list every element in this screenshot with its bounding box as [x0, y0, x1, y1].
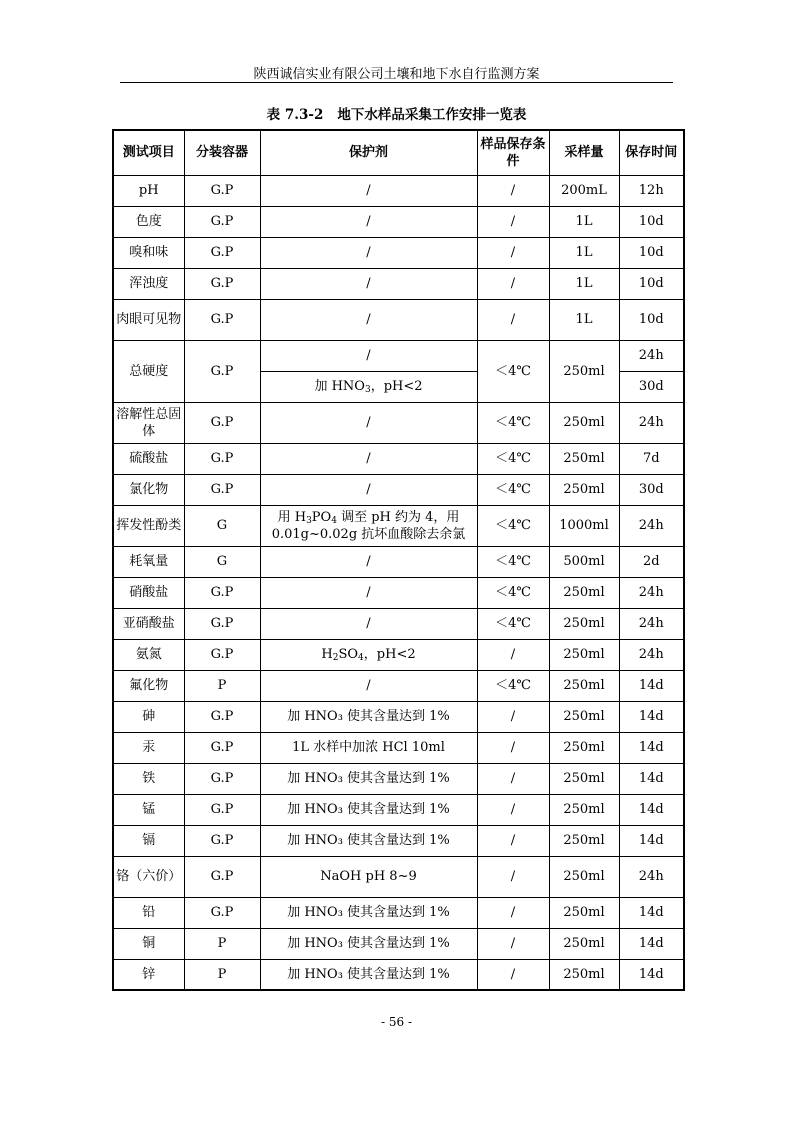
cell-condition: / [477, 639, 549, 670]
preservative-text: PO [311, 509, 332, 525]
cell-time: 24h [619, 639, 684, 670]
preservative-text: ，pH<2 [363, 647, 416, 662]
col-header-container: 分装容器 [184, 130, 260, 175]
table-row [113, 928, 684, 959]
cell-condition: ＜4℃ [477, 608, 549, 639]
cell-time: 30d [619, 474, 684, 505]
cell-condition: ＜4℃ [477, 402, 549, 443]
table-row [113, 639, 684, 670]
cell-volume: 250ml [549, 608, 619, 639]
preservative-text: 调至 pH 约为 4，用 [336, 509, 460, 525]
cell-container: G.P [184, 577, 260, 608]
table-row [113, 546, 684, 577]
cell-container: G [184, 546, 260, 577]
cell-volume: 250ml [549, 897, 619, 928]
table-caption [0, 103, 793, 123]
table-row [113, 794, 684, 825]
cell-container: P [184, 959, 260, 990]
cell-preservative: / [260, 175, 477, 206]
cell-time: 14d [619, 959, 684, 990]
cell-container: G.P [184, 732, 260, 763]
cell-time: 24h [619, 856, 684, 897]
cell-condition: / [477, 763, 549, 794]
cell-time: 14d [619, 794, 684, 825]
cell-container: G.P [184, 639, 260, 670]
cell-preservative: 加 HNO₃ 使其含量达到 1% [260, 825, 477, 856]
cell-time: 24h [619, 505, 684, 546]
cell-volume: 250ml [549, 856, 619, 897]
preservative-text: 0.01g~0.02g 抗坏血酸除去余氯 [271, 526, 466, 542]
cell-preservative: / [260, 443, 477, 474]
cell-time: 14d [619, 928, 684, 959]
cell-preservative: 加 HNO₃ 使其含量达到 1% [260, 928, 477, 959]
table-row [113, 825, 684, 856]
cell-container: G.P [184, 897, 260, 928]
cell-preservative: / [260, 402, 477, 443]
cell-preservative: 加 HNO₃ 使其含量达到 1% [260, 763, 477, 794]
cell-container: G.P [184, 825, 260, 856]
cell-volume: 250ml [549, 959, 619, 990]
table-row [113, 763, 684, 794]
cell-item: 硫酸盐 [113, 443, 184, 474]
cell-condition: ＜4℃ [477, 670, 549, 701]
cell-preservative: NaOH pH 8~9 [260, 856, 477, 897]
cell-time: 7d [619, 443, 684, 474]
cell-condition: ＜4℃ [477, 443, 549, 474]
table-row [113, 577, 684, 608]
cell-condition: / [477, 732, 549, 763]
cell-time: 14d [619, 670, 684, 701]
table-row [113, 732, 684, 763]
cell-volume: 250ml [549, 732, 619, 763]
cell-time: 14d [619, 825, 684, 856]
cell-item: pH [113, 175, 184, 206]
cell-condition: / [477, 175, 549, 206]
table-row [113, 897, 684, 928]
cell-container: G.P [184, 856, 260, 897]
cell-time: 10d [619, 268, 684, 299]
table-row [113, 340, 684, 371]
cell-item: 总硬度 [113, 340, 184, 402]
cell-volume: 200mL [549, 175, 619, 206]
cell-preservative: 加 HNO₃ 使其含量达到 1% [260, 897, 477, 928]
table-row [113, 505, 684, 546]
cell-volume: 250ml [549, 340, 619, 402]
cell-item: 氨氮 [113, 639, 184, 670]
cell-preservative: / [260, 268, 477, 299]
cell-preservative: 1L 水样中加浓 HCl 10ml [260, 732, 477, 763]
cell-container: G.P [184, 299, 260, 340]
cell-preservative: / [260, 206, 477, 237]
preservative-text: SO [338, 647, 359, 662]
cell-preservative [260, 371, 477, 402]
cell-condition: / [477, 959, 549, 990]
cell-container: G.P [184, 443, 260, 474]
cell-preservative [260, 639, 477, 670]
cell-item: 锰 [113, 794, 184, 825]
cell-preservative: 加 HNO₃ 使其含量达到 1% [260, 794, 477, 825]
cell-container: G.P [184, 206, 260, 237]
cell-condition: / [477, 928, 549, 959]
cell-volume: 250ml [549, 474, 619, 505]
cell-container: G.P [184, 237, 260, 268]
cell-preservative: / [260, 546, 477, 577]
cell-volume: 1L [549, 299, 619, 340]
cell-preservative: / [260, 340, 477, 371]
cell-container: P [184, 928, 260, 959]
subscript: 4 [331, 515, 337, 526]
table-row [113, 959, 684, 990]
table-row [113, 175, 684, 206]
cell-condition: / [477, 268, 549, 299]
cell-container: G.P [184, 608, 260, 639]
cell-preservative: / [260, 237, 477, 268]
cell-item: 溶解性总固体 [113, 402, 184, 443]
cell-time: 10d [619, 237, 684, 268]
cell-volume: 250ml [549, 639, 619, 670]
cell-preservative: / [260, 474, 477, 505]
cell-time: 12h [619, 175, 684, 206]
cell-item: 氯化物 [113, 474, 184, 505]
cell-volume: 1L [549, 268, 619, 299]
cell-time: 10d [619, 206, 684, 237]
cell-time: 14d [619, 897, 684, 928]
table-row [113, 856, 684, 897]
cell-item: 汞 [113, 732, 184, 763]
table-header-row [113, 130, 684, 175]
cell-condition: / [477, 701, 549, 732]
cell-container: G [184, 505, 260, 546]
table-row [113, 670, 684, 701]
cell-item: 铬（六价） [113, 856, 184, 897]
cell-volume: 250ml [549, 670, 619, 701]
cell-volume: 250ml [549, 701, 619, 732]
cell-volume: 250ml [549, 402, 619, 443]
cell-item: 铜 [113, 928, 184, 959]
subscript: 2 [332, 653, 339, 663]
cell-container: G.P [184, 701, 260, 732]
cell-item: 铅 [113, 897, 184, 928]
cell-item: 嗅和味 [113, 237, 184, 268]
cell-preservative: 加 HNO₃ 使其含量达到 1% [260, 959, 477, 990]
cell-volume: 500ml [549, 546, 619, 577]
cell-volume: 250ml [549, 794, 619, 825]
table-row [113, 206, 684, 237]
table-title: 地下水样品采集工作安排一览表 [337, 107, 527, 123]
cell-preservative: / [260, 608, 477, 639]
cell-condition: / [477, 897, 549, 928]
groundwater-sampling-table [112, 129, 685, 991]
cell-condition: ＜4℃ [477, 505, 549, 546]
cell-time: 24h [619, 402, 684, 443]
cell-time: 14d [619, 732, 684, 763]
col-header-preservative: 保护剂 [260, 130, 477, 175]
cell-container: G.P [184, 402, 260, 443]
cell-time: 24h [619, 608, 684, 639]
col-header-time: 保存时间 [619, 130, 684, 175]
cell-container: G.P [184, 340, 260, 402]
cell-time: 14d [619, 701, 684, 732]
cell-container: P [184, 670, 260, 701]
cell-condition: / [477, 299, 549, 340]
cell-item: 砷 [113, 701, 184, 732]
table-row [113, 474, 684, 505]
cell-item: 氟化物 [113, 670, 184, 701]
cell-container: G.P [184, 794, 260, 825]
cell-preservative: / [260, 670, 477, 701]
cell-volume: 250ml [549, 928, 619, 959]
table-row [113, 701, 684, 732]
cell-condition: ＜4℃ [477, 340, 549, 402]
cell-time: 10d [619, 299, 684, 340]
cell-condition: / [477, 825, 549, 856]
page-header: 陕西诚信实业有限公司土壤和地下水自行监测方案 [253, 67, 540, 82]
table-number: 表 7.3-2 [266, 107, 324, 123]
cell-container: G.P [184, 175, 260, 206]
cell-volume: 250ml [549, 577, 619, 608]
cell-item: 色度 [113, 206, 184, 237]
cell-condition: ＜4℃ [477, 546, 549, 577]
cell-condition: / [477, 794, 549, 825]
cell-volume: 1000ml [549, 505, 619, 546]
cell-condition: / [477, 237, 549, 268]
cell-item: 亚硝酸盐 [113, 608, 184, 639]
table-row [113, 608, 684, 639]
preservative-text: H [321, 647, 333, 662]
cell-volume: 250ml [549, 443, 619, 474]
table-row [113, 402, 684, 443]
header-rule [120, 82, 673, 83]
col-header-item: 测试项目 [113, 130, 184, 175]
preservative-text: 加 HNO [314, 379, 365, 394]
cell-time: 14d [619, 763, 684, 794]
cell-condition: ＜4℃ [477, 474, 549, 505]
cell-volume: 250ml [549, 825, 619, 856]
col-header-volume: 采样量 [549, 130, 619, 175]
table-row [113, 443, 684, 474]
subscript: 3 [364, 385, 371, 395]
cell-item: 铁 [113, 763, 184, 794]
cell-item: 挥发性酚类 [113, 505, 184, 546]
cell-item: 锌 [113, 959, 184, 990]
col-header-condition: 样品保存条件 [477, 130, 549, 175]
cell-condition: / [477, 856, 549, 897]
cell-container: G.P [184, 474, 260, 505]
cell-volume: 1L [549, 237, 619, 268]
cell-time: 24h [619, 340, 684, 371]
cell-item: 硝酸盐 [113, 577, 184, 608]
subscript: 3 [306, 515, 312, 526]
cell-time: 30d [619, 371, 684, 402]
cell-volume: 1L [549, 206, 619, 237]
table-row [113, 268, 684, 299]
cell-condition: ＜4℃ [477, 577, 549, 608]
cell-preservative: / [260, 299, 477, 340]
cell-item: 肉眼可见物 [113, 299, 184, 340]
cell-preservative [260, 505, 477, 546]
cell-item: 镉 [113, 825, 184, 856]
cell-item: 耗氧量 [113, 546, 184, 577]
cell-preservative: 加 HNO₃ 使其含量达到 1% [260, 701, 477, 732]
cell-item: 浑浊度 [113, 268, 184, 299]
preservative-text: 用 H [277, 509, 307, 525]
subscript: 4 [358, 653, 364, 663]
preservative-text: ，pH<2 [370, 379, 423, 394]
cell-condition: / [477, 206, 549, 237]
table-row [113, 237, 684, 268]
page-number: - 56 - [380, 1015, 412, 1029]
cell-volume: 250ml [549, 763, 619, 794]
cell-container: G.P [184, 763, 260, 794]
cell-container: G.P [184, 268, 260, 299]
cell-preservative: / [260, 577, 477, 608]
cell-time: 2d [619, 546, 684, 577]
cell-time: 24h [619, 577, 684, 608]
table-row [113, 299, 684, 340]
